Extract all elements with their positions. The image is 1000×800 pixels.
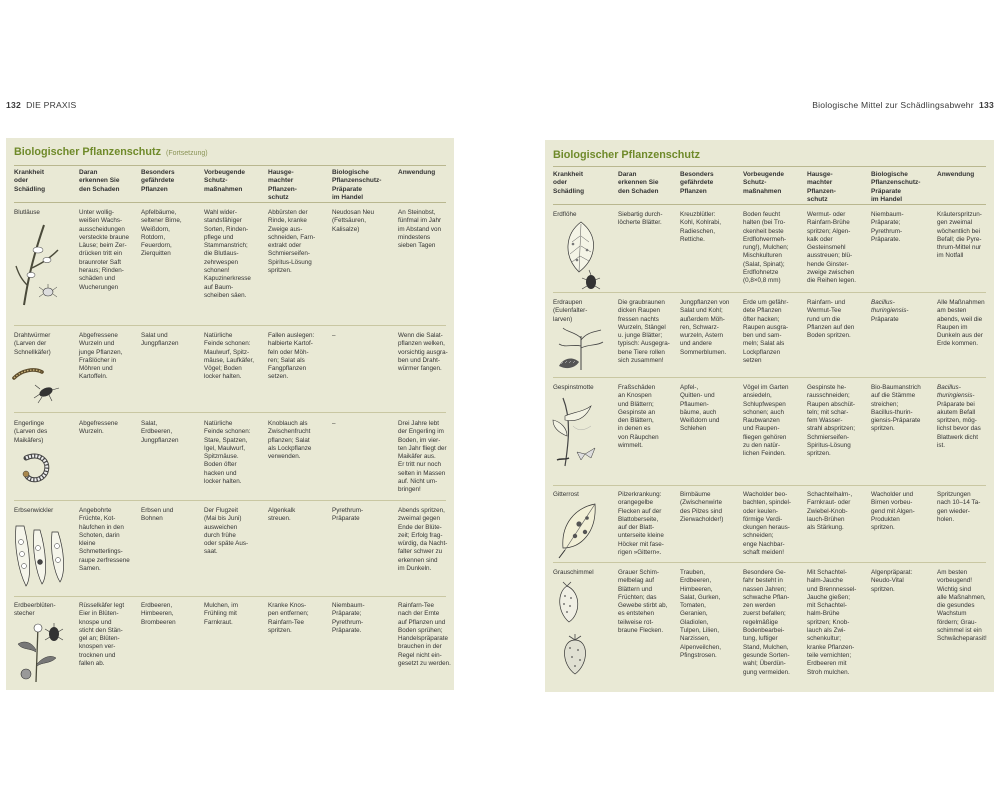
left-page-number: 132 <box>6 100 21 110</box>
pest-name: Engerlinge (Larven des Maikäfers) <box>14 420 48 444</box>
right-title-rule <box>553 166 986 167</box>
damage-text: Pilzerkrankung: orangegelbe Flecken auf der Blattoberseite, auf der Blatt- unterseite kleine Höcker mit fase- rigen »Gittern«. <box>618 491 664 557</box>
damage-text: Angebohrte Früchte, Kot- häufchen in den Schoten, darin kleine Schmetterlings- raupe zerfressene Samen. <box>79 507 130 573</box>
left-table-panel <box>6 138 454 690</box>
right-col-prevent: Vorbeugende Schutz- maßnahmen <box>743 171 785 195</box>
usage-text: Abends spritzen, zweimal gegen Ende der Blüte- zeit; Erfolg frag- würdig, da Nacht- falter schwer zu erkennen sind im Dunkeln. <box>398 507 448 573</box>
pest-name: Erbsenwickler <box>14 507 54 514</box>
plants-text: Birnbäume (Zwischenwirte des Pilzes sind Zierwacholder!) <box>680 491 724 523</box>
homemade-text: Algenkalk streuen. <box>268 507 296 523</box>
plants-text: Salat und Jungpflanzen <box>141 332 179 348</box>
cutworm-illustration <box>553 326 609 372</box>
damage-text: Grauer Schim- melbelag auf Blättern und Früchten; das Gewebe stirbt ab, es entstehen teilweise rot- braune Flecken. <box>618 569 668 635</box>
prevention-text: Wahl wider- standsfähiger Sorten, Rinden- pflege und Stammanstrich; die Blutlaus- zehrwespen schonen! Kapuzinerkresse auf Baum- scheiben säen. <box>204 209 251 299</box>
damage-text: Abgefressene Wurzeln. <box>79 420 118 436</box>
homemade-text: Fallen auslegen: halbierte Kartof- feln oder Möh- ren; Salat als Fangpflanzen setzen. <box>268 332 315 381</box>
pest-name: Drahtwürmer (Larven der Schnellkäfer) <box>14 332 51 356</box>
homemade-text: Kranke Knos- pen entfernen; Rainfarn-Tee spritzen. <box>268 602 309 634</box>
prevention-text: Vögel im Garten ansiedeln, Schlupfwespen schonen; auch Raubwanzen und Raupen- fliegen gehören zu den natür- lichen Feinden. <box>743 384 789 458</box>
left-col-prevent: Vorbeugende Schutz- maßnahmen <box>204 169 246 193</box>
right-table-panel <box>545 140 994 692</box>
right-col-plants: Besonders gefährdete Pflanzen <box>680 171 714 195</box>
plants-text: Jungpflanzen von Salat und Kohl; außerdem Möh- ren, Schwarz- wurzeln, Astern und andere Sommerblumen. <box>680 299 730 356</box>
row-divider <box>14 325 446 326</box>
row-divider <box>553 292 986 293</box>
usage-text: An Steinobst, fünfmal im Jahr im Abstand von mindestens sieben Tagen <box>398 209 442 250</box>
plants-text: Apfel-, Quitten- und Pflaumen- bäume, auch Weißdorn und Schlehen <box>680 384 720 433</box>
left-col-pest: Krankheit oder Schädling <box>14 169 46 193</box>
left-header-rule <box>14 202 446 203</box>
right-table-title <box>545 140 994 161</box>
products-text: Algenpräparat: Neudo-Vital spritzen. <box>871 569 913 593</box>
products-text: Neudosan Neu (Fettsäuren, Kalisalze) <box>332 209 375 233</box>
usage-text <box>937 384 981 450</box>
usage-text: Am besten vorbeugend! Wichtig sind alle Maßnahmen, die gesundes Wachstum fördern; Grau- schimmel ist ein Schwächeparasit! <box>937 569 987 643</box>
usage-text: Drei Jahre lebt der Engerling im Boden, im vier- ten Jahr fliegt der Maikäfer aus. Er tritt nur noch selten in Massen auf. Nicht um- bringen! <box>398 420 447 494</box>
pest-name: Gespinstmotte <box>553 384 594 391</box>
strawberry-weevil-illustration <box>12 622 68 684</box>
products-text: Pyrethrum- Präparate <box>332 507 364 523</box>
left-title-note: (Fortsetzung) <box>165 150 208 157</box>
products-text: Bio-Baumanstrich auf die Stämme streichen; Bacillus-thurin- giensis-Präparate spritzen. <box>871 384 921 433</box>
plants-text: Kreuzblütler: Kohl, Kohlrabi, Radieschen, Rettiche. <box>680 211 721 243</box>
products-text: – <box>332 420 336 427</box>
right-col-usage: Anwendung <box>937 171 975 178</box>
plants-text: Erbsen und Bohnen <box>141 507 174 523</box>
right-section-title: Biologische Mittel zur Schädlingsabwehr <box>812 100 974 110</box>
wireworm-illustration <box>12 364 68 408</box>
row-divider <box>553 485 986 486</box>
right-page-number: 133 <box>979 100 994 110</box>
products-text: Wacholder und Birnen vorbeu- gend mit Algen- Produkten spritzen. <box>871 491 915 532</box>
row-divider <box>553 377 986 378</box>
products-text <box>871 299 908 324</box>
plants-text: Erdbeeren, Himbeeren, Brombeeren <box>141 602 176 626</box>
left-table-title <box>6 138 454 158</box>
pest-name: Gitterrost <box>553 491 579 498</box>
products-text: – <box>332 332 336 339</box>
damage-text: Rüsselkäfer legt Eier in Blüten- knospe und sticht den Stän- gel an; Blüten- knospen ver- trocknen und fallen ab. <box>79 602 125 668</box>
pest-name: Blutläuse <box>14 209 40 216</box>
pest-name: Grauschimmel <box>553 569 594 576</box>
grey-mould-strawberry-illustration <box>553 580 603 676</box>
left-col-usage: Anwendung <box>398 169 436 176</box>
blood-lice-illustration <box>14 220 64 310</box>
usage-text: Kräuterspritzun- gen zweimal wöchentlich bei Befall; die Pyre- thrum-Mittel nur im Notfall <box>937 211 982 260</box>
prevention-text: Der Flugzeit (Mai bis Juni) ausweichen durch frühe oder späte Aus- saat. <box>204 507 249 556</box>
homemade-text: Schachtelhalm-, Farnkraut- oder Zwiebel-Knob- lauch-Brühen als Stärkung. <box>807 491 853 532</box>
flea-beetle-illustration <box>559 220 605 292</box>
pear-rust-leaf-illustration <box>555 500 605 560</box>
prevention-text: Natürliche Feinde schonen: Maulwurf, Spitz- mäuse, Laufkäfer, Vögel; Boden locker halten. <box>204 332 255 381</box>
right-header-rule <box>553 204 986 205</box>
prevention-text: Boden feucht halten (bei Tro- ckenheit beste Erdflohvermeh- rung!), Mulchen; Mischkulturen (Salat, Spinat); Erdflohnetze (0,8×0,8 mm) <box>743 211 789 285</box>
row-divider <box>14 412 446 413</box>
prevention-text: Erde um gefähr- dete Pflanzen öfter hacken; Raupen ausgra- ben und sam- meln; Salat als Lockpflanzen setzen <box>743 299 789 365</box>
usage-text: Wenn die Salat- pflanzen welken, vorsichtig ausgra- ben und Draht- würmer fangen. <box>398 332 448 373</box>
damage-text: Die graubraunen dicken Raupen fressen nachts Wurzeln, Stängel u. junge Blätter; typisch: Ausgegra- bene Tiere rollen sich zusammen! <box>618 299 670 365</box>
right-col-homemade: Hausge- machter Pflanzen- schutz <box>807 171 836 203</box>
pest-name: Erdraupen (Eulenfalter- larven) <box>553 299 588 323</box>
left-table-header <box>6 166 454 204</box>
plants-text: Salat, Erdbeeren, Jungpflanzen <box>141 420 179 444</box>
right-col-pest: Krankheit oder Schädling <box>553 171 585 195</box>
right-table-header <box>545 168 994 206</box>
products-italic: Bacillus- thuringiensis- <box>871 299 909 315</box>
left-col-damage: Daran erkennen Sie den Schaden <box>79 169 120 193</box>
products-text: Niembaum- Präparate; Pyrethrum- Präparate. <box>871 211 904 243</box>
right-running-head <box>812 100 994 110</box>
grub-illustration <box>18 452 52 484</box>
row-divider <box>14 500 446 501</box>
right-col-damage: Daran erkennen Sie den Schaden <box>618 171 659 195</box>
homemade-text: Gespinste he- rausschneiden; Raupen abschüt- teln; mit schar- fem Wasser- strahl abspritzen; Schmierseifen- Spiritus-Lösung spritzen. <box>807 384 855 458</box>
ermine-moth-illustration <box>551 396 607 470</box>
pest-name: Erdflöhe <box>553 211 577 218</box>
left-running-head <box>6 100 76 110</box>
homemade-text: Wermut- oder Rainfarn-Brühe spritzen; Algen- kalk oder Gesteinsmehl ausstreuen; blü- hende Ginster- zweige zwischen die Reihen legen. <box>807 211 857 285</box>
homemade-text: Knoblauch als Zwischenfrucht pflanzen; Salat als Lockpflanze verwenden. <box>268 420 312 461</box>
prevention-text: Besondere Ge- fahr besteht in nassen Jahren; schwache Pflan- zen werden zuerst befallen; regelmäßige Bodenbearbei- tung, luftiger Stand, Mulchen, gesunde Sorten- wahl; Überdün- gung vermeiden. <box>743 569 790 676</box>
usage-text: Rainfarn-Tee nach der Ernte auf Pflanzen und Boden sprühen; Handelspräparate brauchen in der Regel nicht ein- gesetzt zu werden. <box>398 602 451 668</box>
products-text: Niembaum- Präparate; Pyrethrum- Präparate. <box>332 602 365 634</box>
left-title-text: Biologischer Pflanzenschutz <box>14 146 161 158</box>
homemade-text: Abbürsten der Rinde, kranke Zweige aus- schneiden, Farn- extrakt oder Schmierseifen- Spiritus-Lösung spritzen. <box>268 209 316 275</box>
plants-text: Trauben, Erdbeeren, Himbeeren, Salat, Gurken, Tomaten, Geranien, Gladiolen, Tulpen, Lilien, Narzissen, Alpenveilchen, Pfingstrosen. <box>680 569 721 659</box>
pea-moth-illustration <box>12 520 68 590</box>
homemade-text: Mit Schachtel- halm-Jauche und Brennnessel- Jauche gießen; mit Schachtel- halm-Brühe spritzen; Knob- lauch als Zwi- schenkultur; kranke Pflanzen- teile vernichten; Erdbeeren mit Stroh mulchen. <box>807 569 857 676</box>
pest-name: Erdbeerblüten- stecher <box>14 602 56 618</box>
usage-italic: Bacillus- thuringiensis- <box>937 384 975 400</box>
products-suffix: Präparate <box>871 315 899 323</box>
damage-text: Abgefressene Wurzeln und junge Pflanzen, Fraßlöcher in Möhren und Kartoffeln. <box>79 332 123 381</box>
prevention-text: Wacholder beo- bachten, spindel- oder keulen- förmige Verdi- ckungen heraus- schneiden; enge Nachbar- schaft meiden! <box>743 491 791 557</box>
plants-text: Apfelbäume, seltener Birne, Weißdorn, Rotdorn, Feuerdorn, Zierquitten <box>141 209 182 258</box>
prevention-text: Mulchen, im Frühling mit Farnkraut. <box>204 602 238 626</box>
left-section-title: DIE PRAXIS <box>26 100 77 110</box>
damage-text: Unter wollig- weißen Wachs- ausscheidungen versteckte braune Läuse; beim Zer- drücken tritt ein braunroter Saft heraus; Rinden- schäden und Wucherungen <box>79 209 130 291</box>
damage-text: Siebartig durch- löcherte Blätter. <box>618 211 663 227</box>
row-divider <box>14 596 446 597</box>
homemade-text: Rainfarn- und Wermut-Tee rund um die Pflanzen auf den Boden spritzen. <box>807 299 855 340</box>
usage-text: Alle Maßnahmen am besten abends, weil die Raupen im Dunkeln aus der Erde kommen. <box>937 299 985 348</box>
left-col-plants: Besonders gefährdete Pflanzen <box>141 169 175 193</box>
left-col-homemade: Hausge- machter Pflanzen- schutz <box>268 169 297 201</box>
left-col-products: Biologische Pflanzenschutz- Präparate im Handel <box>332 169 382 201</box>
prevention-text: Natürliche Feinde schonen: Stare, Spatzen, Igel, Maulwurf, Spitzmäuse. Boden öfter hacken und locker halten. <box>204 420 251 486</box>
damage-text: Fraßschäden an Knospen und Blättern; Gespinste an den Blättern, in denen es von Räupchen wimmelt. <box>618 384 659 450</box>
right-col-products: Biologische Pflanzenschutz- Präparate im Handel <box>871 171 921 203</box>
usage-text: Spritzungen nach 10–14 Ta- gen wieder- holen. <box>937 491 981 523</box>
right-title-text: Biologischer Pflanzenschutz <box>553 149 700 161</box>
usage-suffix: Präparate bei akutem Befall spritzen, mög- lichst bevor das Blattwerk dicht ist. <box>937 400 981 450</box>
row-divider <box>553 562 986 563</box>
